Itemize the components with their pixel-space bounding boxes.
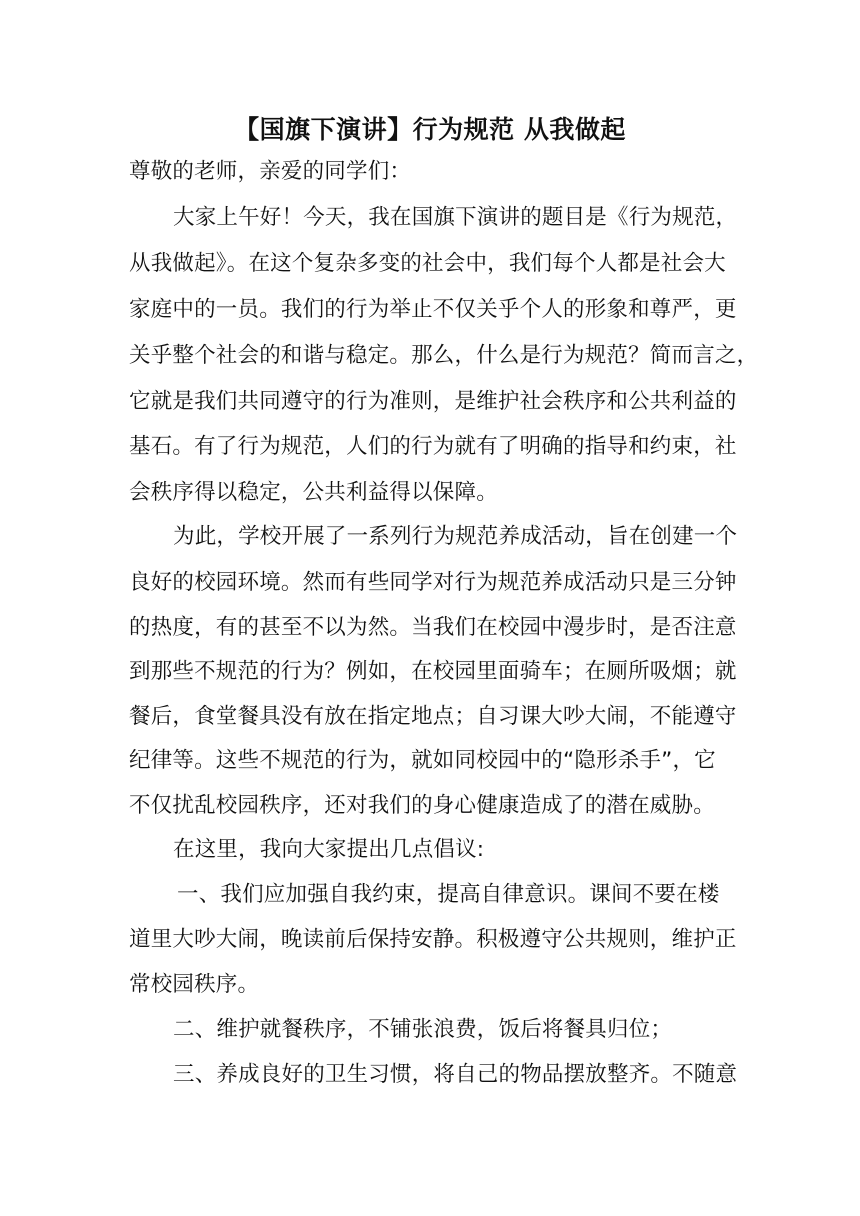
paragraph-1-line-2: 从我做起》。在这个复杂多变的社会中，我们每个人都是社会大 (129, 251, 726, 276)
proposal-1-line-2: 道里大吵大闹，晚读前后保持安静。积极遵守公共规则，维护正 (129, 927, 737, 952)
proposal-3-line-1: 三、养成良好的卫生习惯，将自己的物品摆放整齐。不随意 (173, 1062, 738, 1087)
paragraph-1-line-1: 大家上午好！今天，我在国旗下演讲的题目是《行为规范， (173, 205, 738, 230)
proposal-1-line-1: 一、我们应加强自我约束，提高自律意识。课间不要在楼 (177, 882, 720, 907)
paragraph-2-line-4: 到那些不规范的行为？例如，在校园里面骑车；在厕所吸烟；就 (129, 659, 737, 684)
paragraph-2-line-5: 餐后，食堂餐具没有放在指定地点；自习课大吵大闹，不能遵守 (129, 704, 737, 729)
paragraph-1-line-3: 家庭中的一员。我们的行为举止不仅关乎个人的形象和尊严，更 (129, 297, 737, 322)
paragraph-1-line-6: 基石。有了行为规范，人们的行为就有了明确的指导和约束，社 (129, 434, 737, 459)
proposal-2-line-1: 二、维护就餐秩序，不铺张浪费，饭后将餐具归位； (173, 1017, 673, 1042)
paragraph-1-line-4: 关乎整个社会的和谐与稳定。那么，什么是行为规范？简而言之， (129, 343, 759, 368)
paragraph-2-line-2: 良好的校园环境。然而有些同学对行为规范养成活动只是三分钟 (129, 570, 737, 595)
paragraph-2-line-7: 不仅扰乱校园秩序，还对我们的身心健康造成了的潜在威胁。 (129, 793, 715, 818)
paragraph-2-line-6: 纪律等。这些不规范的行为，就如同校园中的“隐形杀手”，它 (129, 748, 716, 773)
speech-title: 【国旗下演讲】行为规范 从我做起 (234, 115, 626, 144)
proposal-1-line-3: 常校园秩序。 (129, 972, 260, 997)
paragraph-3-line-1: 在这里，我向大家提出几点倡议: (173, 837, 485, 862)
salutation: 尊敬的老师，亲爱的同学们： (129, 159, 412, 184)
paragraph-2-line-1: 为此，学校开展了一系列行为规范养成活动，旨在创建一个 (173, 524, 738, 549)
paragraph-2-line-3: 的热度，有的甚至不以为然。当我们在校园中漫步时，是否注意 (129, 615, 737, 640)
paragraph-1-line-5: 它就是我们共同遵守的行为准则，是维护社会秩序和公共利益的 (129, 389, 737, 414)
paragraph-1-line-7: 会秩序得以稳定，公共利益得以保障。 (129, 480, 498, 505)
